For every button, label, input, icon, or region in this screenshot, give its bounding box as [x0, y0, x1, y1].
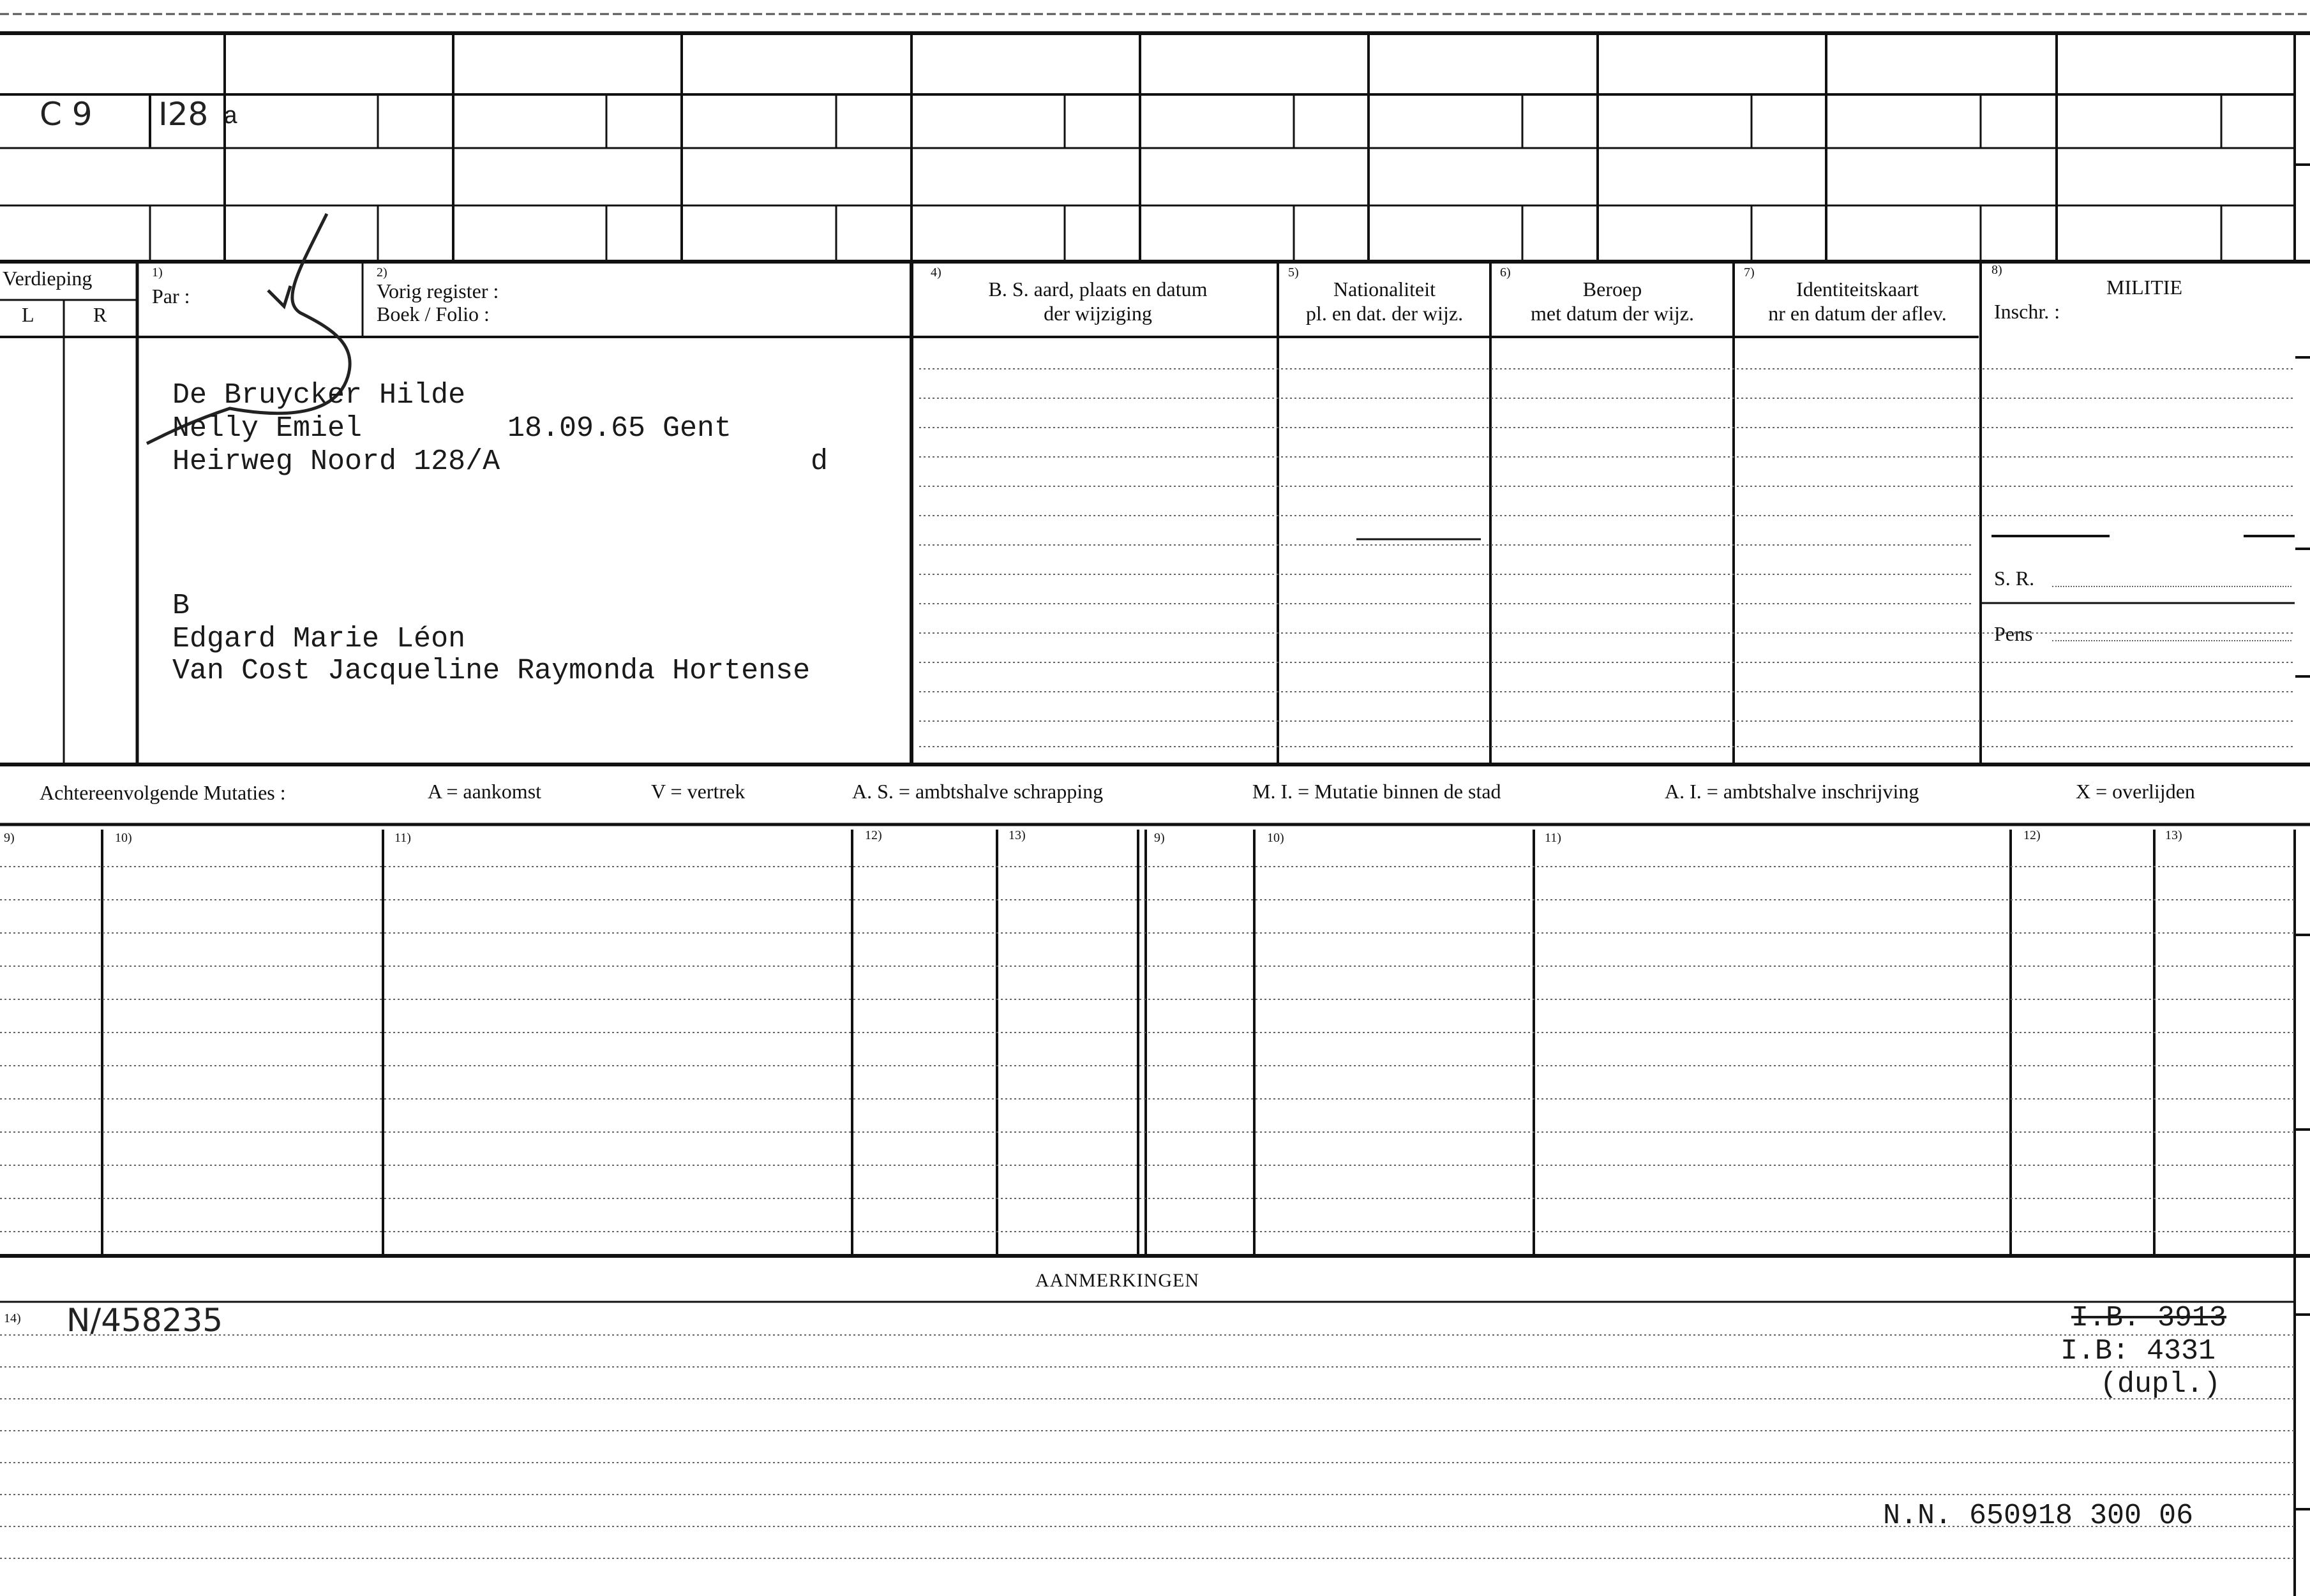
mutatie-ai: A. I. = ambtshalve inschrijving — [1665, 780, 1919, 803]
col-13-left: 13) — [1009, 828, 1026, 842]
footnote-4: 4) — [931, 265, 941, 280]
col-9-left: 9) — [4, 831, 15, 845]
col-11-left: 11) — [394, 831, 411, 845]
verdieping-label: Verdieping — [3, 267, 93, 290]
footnote-14: 14) — [4, 1311, 21, 1325]
pens-field — [2052, 640, 2291, 641]
sr-field — [2052, 586, 2291, 587]
mutatie-v: V = vertrek — [651, 780, 746, 803]
col-11-right: 11) — [1545, 831, 1561, 845]
bs-label — [919, 277, 1277, 325]
mutatie-a: A = aankomst — [428, 780, 542, 803]
bs-label-line1: B. S. aard, plaats en datum — [988, 278, 1208, 301]
mutatie-mi: M. I. = Mutatie binnen de stad — [1252, 780, 1501, 803]
entry-birth: 18.09.65 Gent — [507, 412, 732, 445]
beroep-line2: met datum der wijz. — [1531, 302, 1694, 325]
beroep-line1: Beroep — [1582, 278, 1642, 301]
col-10-right: 10) — [1267, 831, 1284, 845]
footnote-1: 1) — [152, 265, 163, 280]
nationaliteit-label — [1279, 277, 1490, 325]
pens-label: Pens — [1994, 622, 2033, 645]
verdieping-r-label: R — [93, 303, 107, 326]
entry-mark-d: d — [811, 445, 829, 478]
ib-new-number: I.B: 4331 — [2060, 1335, 2216, 1368]
identiteitskaart-line2: nr en datum der aflev. — [1768, 302, 1947, 325]
beroep-label — [1492, 277, 1733, 325]
entry-mark-b: B — [172, 590, 190, 622]
dupl-note: (dupl.) — [2100, 1368, 2221, 1401]
mutatie-x: X = overlijden — [2076, 780, 2195, 803]
col-10-left: 10) — [115, 831, 132, 845]
boek-folio-label: Boek / Folio : — [377, 302, 490, 325]
col-12-left: 12) — [865, 828, 882, 842]
top-code-suffix: a — [223, 103, 238, 131]
entry-father: Edgard Marie Léon — [172, 623, 466, 655]
col-12-right: 12) — [2023, 828, 2041, 842]
code-divider — [149, 96, 151, 147]
sr-label: S. R. — [1994, 567, 2035, 590]
col-9-right: 9) — [1154, 831, 1165, 845]
mutatie-as: A. S. = ambtshalve schrapping — [852, 780, 1104, 803]
nationaliteit-line1: Nationaliteit — [1333, 278, 1436, 301]
identiteitskaart-line1: Identiteitskaart — [1796, 278, 1919, 301]
n-number: N/458235 — [66, 1302, 223, 1339]
top-code-i28: I28 — [158, 96, 209, 133]
identiteitskaart-label — [1735, 277, 1980, 325]
entry-name-line2: Nelly Emiel — [172, 412, 363, 445]
nn-number: N.N. 650918 300 06 — [1883, 1500, 2194, 1532]
verdieping-l-label: L — [22, 303, 34, 326]
ib-old-number: I.B. 3913 — [2071, 1302, 2227, 1334]
footnote-6: 6) — [1500, 265, 1511, 280]
militie-label: MILITIE — [2106, 276, 2183, 299]
nationaliteit-line2: pl. en dat. der wijz. — [1305, 302, 1464, 325]
footnote-8: 8) — [1991, 263, 2002, 277]
aanmerkingen-title: AANMERKINGEN — [1035, 1270, 1199, 1291]
footnote-5: 5) — [1288, 265, 1299, 280]
vorig-register-label: Vorig register : — [377, 280, 499, 302]
inschr-label: Inschr. : — [1994, 300, 2060, 323]
col-13-right: 13) — [2165, 828, 2182, 842]
top-code-c9: C 9 — [40, 96, 93, 133]
footnote-2: 2) — [377, 265, 387, 280]
entry-address: Heirweg Noord 128/A — [172, 445, 500, 478]
footnote-7: 7) — [1744, 265, 1755, 280]
mutaties-label: Achtereenvolgende Mutaties : — [40, 781, 286, 804]
par-label: Par : — [152, 285, 190, 308]
bs-label-line2: der wijziging — [1044, 302, 1152, 325]
entry-mother: Van Cost Jacqueline Raymonda Hortense — [172, 655, 811, 687]
entry-name-line1: De Bruycker Hilde — [172, 379, 466, 412]
